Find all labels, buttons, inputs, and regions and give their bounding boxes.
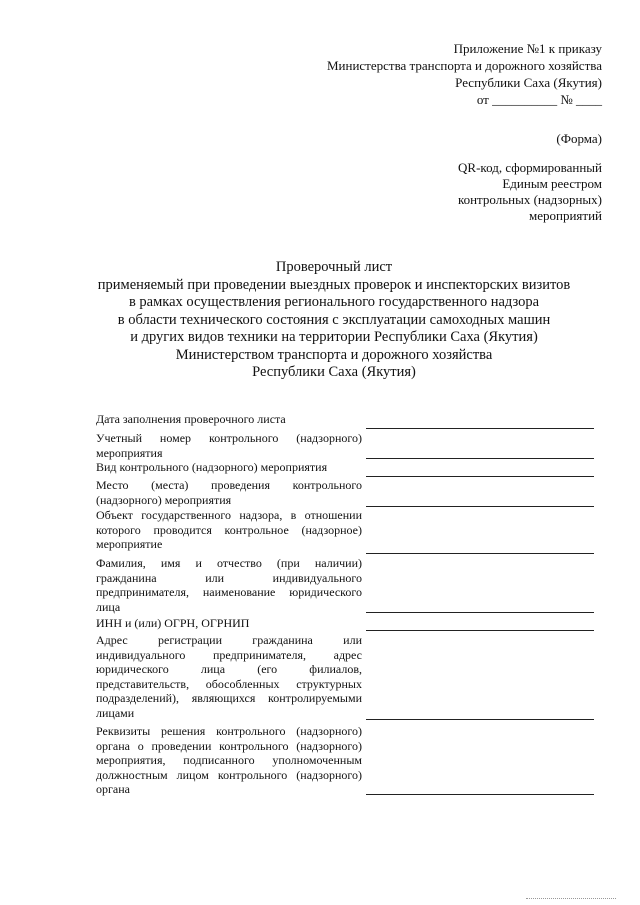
title-line-1: Проверочный лист (275, 259, 393, 275)
form-label: (Форма) (556, 131, 602, 146)
field-label-supervision-object: Объект государственного надзора, в отношении которого проводится контрольное (надзорное) мероприятие (96, 508, 362, 551)
order-date-number-line: от __________ № ____ (476, 92, 602, 107)
qr-code-note (458, 160, 602, 224)
fill-date-entry-line[interactable] (366, 428, 594, 429)
field-label-person-name: Фамилия, имя и отчество (при наличии) гражданина или индивидуального предпринимателя, наименование юридического лица (96, 556, 362, 614)
document-title (60, 259, 608, 382)
field-label-event-type: Вид контрольного (надзорного) мероприятия (96, 460, 328, 474)
order-reference-block (327, 40, 602, 108)
title-line-3: в рамках осуществления регионального государственного надзора (128, 294, 540, 310)
supervision-object-entry-line[interactable] (366, 553, 594, 554)
registration-number-entry-line[interactable] (366, 458, 594, 459)
registration-address-entry-line[interactable] (366, 719, 594, 720)
event-type-entry-line[interactable] (366, 476, 594, 477)
qr-note-line-2: Единым реестром (502, 176, 602, 191)
ministry-line: Министерства транспорта и дорожного хозяйства (326, 58, 602, 73)
appendix-line: Приложение №1 к приказу (453, 41, 602, 56)
decision-details-entry-line[interactable] (366, 794, 594, 795)
inn-ogrn-entry-line[interactable] (366, 630, 594, 631)
person-name-entry-line[interactable] (366, 612, 594, 613)
qr-note-line-4: мероприятий (529, 208, 602, 223)
title-line-5: и других видов техники на территории Республики Саха (Якутия) (130, 329, 538, 345)
qr-note-line-1: QR-код, сформированный (458, 160, 602, 175)
field-label-inn-ogrn: ИНН и (или) ОГРН, ОГРНИП (96, 616, 250, 630)
title-line-2: применяемый при проведении выездных проверок и инспекторских визитов (97, 276, 571, 293)
scan-artifact (526, 898, 616, 899)
title-line-6: Министерством транспорта и дорожного хозяйства (175, 346, 493, 363)
title-line-7: Республики Саха (Якутия) (252, 364, 416, 380)
republic-line: Республики Саха (Якутия) (455, 75, 602, 90)
field-label-decision-details: Реквизиты решения контрольного (надзорного) органа о проведении контрольного (надзорного) мероприятия, подписанного уполномоченным должностным лицом контрольного (надзорного) органа (96, 724, 362, 796)
title-line-4: в области технического состояния с эксплуатации самоходных машин (117, 311, 551, 328)
field-label-event-place: Место (места) проведения контрольного (надзорного) мероприятия (96, 478, 362, 507)
field-label-registration-number: Учетный номер контрольного (надзорного) мероприятия (96, 431, 362, 460)
event-place-entry-line[interactable] (366, 506, 594, 507)
field-label-fill-date: Дата заполнения проверочного листа (96, 412, 286, 426)
qr-note-line-3: контрольных (надзорных) (457, 192, 602, 207)
field-label-registration-address: Адрес регистрации гражданина или индивидуального предпринимателя, адрес юридического лица (его филиалов, представительств, обособленных структурных подразделений), являющихся контролируемыми лицами (96, 633, 362, 720)
